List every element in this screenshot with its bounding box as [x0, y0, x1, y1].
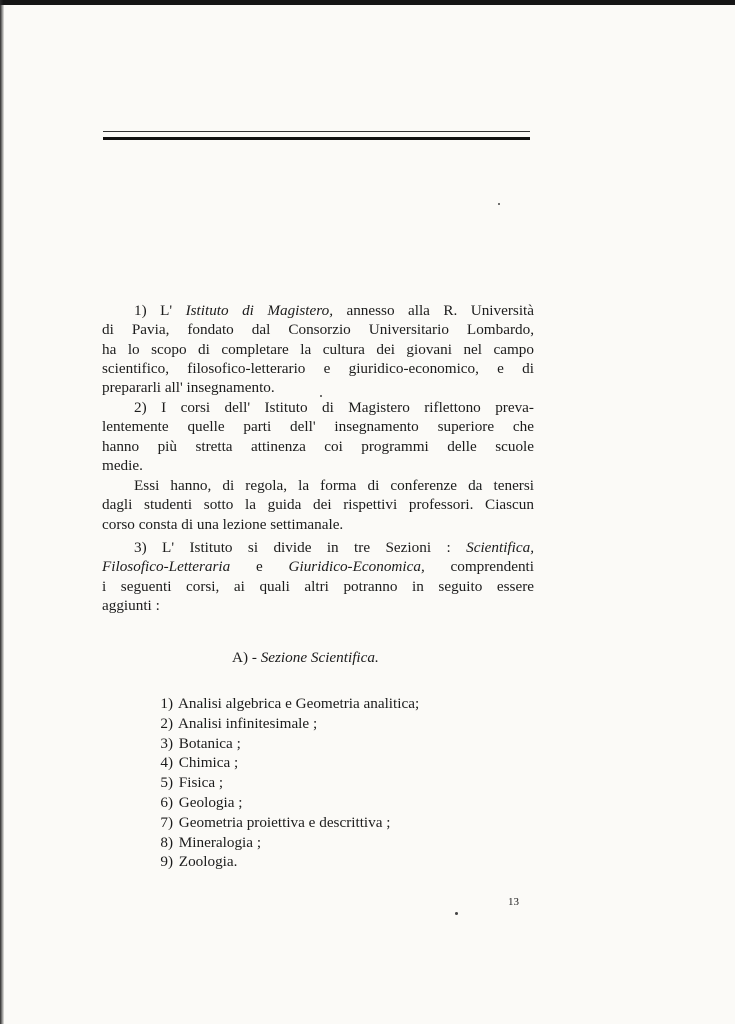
section-heading	[232, 648, 379, 668]
paragraph-line: dagli studenti sotto la guida dei rispettivi professori. Ciascun	[102, 496, 534, 514]
page-number: 13	[508, 896, 519, 908]
list-item-text: Analisi algebrica e Geometria analitica;	[177, 695, 420, 712]
paragraph-line: medie.	[102, 456, 143, 474]
list-item-number: 7)	[160, 813, 173, 831]
course-list	[153, 694, 419, 872]
list-item-number: 5)	[160, 774, 173, 792]
paragraph-line: 1) L' Istituto di Magistero, annesso alla R. Università	[134, 302, 535, 319]
paragraph-2	[102, 398, 534, 475]
list-item-number: 1)	[160, 695, 173, 712]
header-rule-thick	[103, 137, 530, 140]
paragraph-line: Essi hanno, di regola, la forma di conferenze da tenersi	[134, 477, 534, 494]
list-item	[153, 813, 419, 833]
paragraph-line: i seguenti corsi, ai quali altri potranno in seguito essere	[102, 577, 534, 595]
list-item-text: Botanica ;	[178, 734, 241, 752]
list-item-number: 2)	[160, 714, 173, 732]
section-heading-prefix: A) -	[232, 649, 257, 666]
paragraph-3	[102, 476, 534, 534]
list-item	[153, 793, 419, 813]
paragraph-line: aggiunti :	[102, 596, 160, 614]
paragraph-line: Filosofico-Letteraria e Giuridico-Economica, comprendenti	[102, 558, 535, 576]
list-item	[153, 773, 419, 793]
paragraph-line: 2) I corsi dell' Istituto di Magistero riflettono preva-	[134, 399, 534, 416]
list-item-text: Geologia ;	[178, 793, 243, 811]
ink-speck	[498, 203, 500, 205]
list-item-text: Mineralogia ;	[178, 833, 262, 851]
list-item	[153, 833, 419, 853]
paragraph-line: scientifico, filosofico-letterario e giuridico-economico, e di	[102, 359, 534, 377]
list-item-text: Chimica ;	[178, 754, 239, 772]
list-item-number: 6)	[160, 793, 173, 811]
ink-speck	[320, 395, 322, 397]
list-item	[153, 714, 419, 734]
paragraph-line: hanno più stretta attinenza coi programmi delle scuole	[102, 437, 534, 455]
list-item	[153, 694, 419, 714]
page-left-edge	[0, 0, 4, 1024]
paragraph-line: ha lo scopo di completare la cultura dei giovani nel campo	[102, 340, 534, 358]
paragraph-line: di Pavia, fondato dal Consorzio Universitario Lombardo,	[102, 321, 534, 339]
paragraph-line: prepararli all' insegnamento.	[102, 379, 275, 397]
list-item-number: 3)	[160, 734, 173, 752]
list-item-number: 4)	[160, 754, 173, 772]
list-item	[153, 734, 419, 754]
ink-speck	[455, 912, 458, 915]
list-item-number: 8)	[160, 833, 173, 851]
list-item-number: 9)	[160, 853, 173, 871]
paragraph-line: lentemente quelle parti dell' insegnamento superiore che	[102, 418, 534, 436]
list-item-text: Fisica ;	[178, 774, 224, 792]
page-top-edge	[0, 0, 735, 5]
list-item-text: Geometria proiettiva e descrittiva ;	[178, 813, 391, 831]
section-heading-title: Sezione Scientifica.	[260, 649, 379, 666]
list-item	[153, 753, 419, 773]
list-item-text: Analisi infinitesimale ;	[177, 714, 318, 732]
paragraph-4	[102, 538, 534, 615]
paragraph-1	[102, 301, 534, 397]
header-rule-thin	[103, 131, 530, 132]
list-item-text: Zoologia.	[178, 853, 238, 871]
paragraph-line: corso consta di una lezione settimanale.	[102, 515, 344, 533]
list-item	[153, 852, 419, 872]
paragraph-line: 3) L' Istituto si divide in tre Sezioni : Scientifica,	[134, 539, 535, 556]
